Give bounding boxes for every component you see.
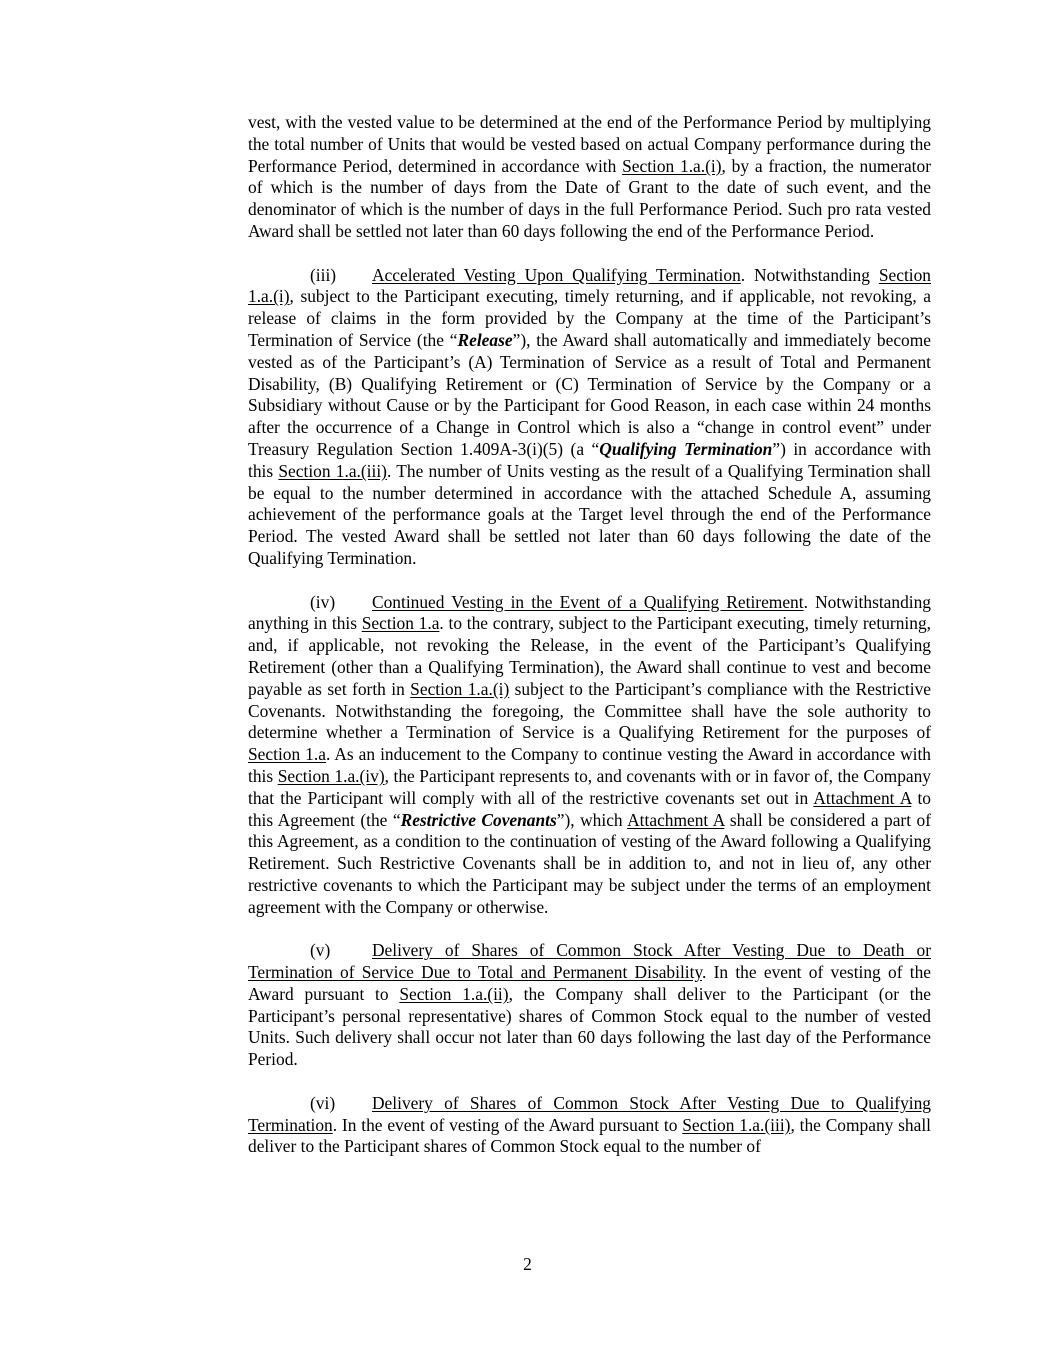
defined-term: Qualifying Termination — [599, 438, 773, 459]
clause-heading: Continued Vesting in the Event of a Qualifying Retirement — [372, 591, 804, 612]
text: , the Company shall deliver to the Participant shares of Common Stock equal to the number of — [248, 1114, 932, 1157]
paragraph-v — [248, 940, 931, 1071]
text: . Notwithstanding — [740, 264, 879, 285]
section-reference: Section 1.a.(i) — [622, 155, 722, 176]
text: ”), which — [556, 809, 628, 830]
section-reference: Section 1.a.(iii) — [278, 460, 387, 481]
text: . In the event of vesting of the Award pursuant to — [248, 962, 931, 1004]
text: , the Participant represents to, and covenants with or in favor of, the Company that the Participant will comply with all of the restrictive covenants set out in — [248, 765, 931, 808]
text: . to the contrary, subject to the Participant executing, timely returning, and, if applicable, not revoking the Release, in the event of the Participant’s Qualifying Retirement (other than a Qualifying Termination), the Award shall continue to vest and become payable as set forth in — [248, 613, 931, 699]
text: . As an inducement to the Company to continue vesting the Award in accordance with this — [248, 744, 931, 786]
text: shall be considered a part of this Agreement, as a condition to the continuation of vesting of the Award following a Qualifying Retirement. Such Restrictive Covenants shall be in addition to, and not in lieu of, any other restrictive covenants to which the Participant may be subject under the terms of an employment agreement with the Company or otherwise. — [248, 809, 932, 917]
section-reference: Section 1.a.(i) — [410, 678, 510, 699]
paragraph-iii — [248, 265, 931, 570]
attachment-reference: Attachment A — [627, 809, 725, 830]
text: vest, with the vested value to be determined at the end of the Performance Period by multiplying the total number of Units that would be vested based on actual Company performance during the Performance Period, determined in accordance with — [248, 112, 931, 176]
paragraph-continuation — [248, 112, 931, 243]
section-reference: Section 1.a.(ii) — [399, 983, 509, 1004]
clause-heading: Accelerated Vesting Upon Qualifying Termination — [372, 264, 741, 285]
document-page — [248, 112, 931, 1180]
section-reference: Section 1.a — [361, 613, 440, 634]
section-reference: Section 1.a.(iii) — [682, 1114, 791, 1135]
clause-heading: Delivery of Shares of Common Stock After Vesting Due to Death or Termination of Service Due to Total and Permanent Disability — [248, 940, 931, 983]
clause-number: (iii) — [310, 264, 337, 285]
text: subject to the Participant’s compliance with the Restrictive Covenants. Notwithstanding the foregoing, the Committee shall have the sole authority to determine whether a Termination of Service is a Qualifying Retirement for the purposes of — [248, 678, 931, 743]
clause-number: (v) — [310, 940, 331, 961]
text: to this Agreement (the “ — [248, 787, 932, 830]
attachment-reference: Attachment A — [813, 787, 912, 808]
text: . In the event of vesting of the Award pursuant to — [332, 1114, 683, 1135]
section-reference: Section 1.a.(i) — [248, 264, 931, 307]
defined-term: Restrictive Covenants — [400, 809, 557, 830]
text: , the Company shall deliver to the Participant (or the Participant’s personal representative) shares of Common Stock equal to the number of vested Units. Such delivery shall occur not later than 60 days following the last day of the Performance Period. — [248, 983, 932, 1070]
page-number: 2 — [523, 1254, 532, 1274]
paragraph-vi — [248, 1093, 931, 1158]
text: . Notwithstanding anything in this — [248, 591, 931, 634]
section-reference: Section 1.a.(iv) — [277, 765, 385, 786]
clause-number: (iv) — [310, 591, 336, 612]
defined-term: Release — [457, 329, 513, 350]
paragraph-iv — [248, 592, 931, 919]
text: , subject to the Participant executing, timely returning, and if applicable, not revoking, a release of claims in the form provided by the Company at the time of the Participant’s Termination of Service (the “ — [248, 286, 931, 350]
text: ”) in accordance with this — [248, 438, 931, 481]
clause-heading: Delivery of Shares of Common Stock After Vesting Due to Qualifying Termination — [248, 1092, 931, 1135]
section-reference: Section 1.a — [248, 744, 326, 765]
text: . The number of Units vesting as the result of a Qualifying Termination shall be equal to the number determined in accordance with the attached Schedule A, assuming achievement of the performance goals at the Target level through the end of the Performance Period. The vested Award shall be settled not later than 60 days following the date of the Qualifying Termination. — [248, 460, 931, 568]
text: , by a fraction, the numerator of which is the number of days from the Date of Grant to the date of such event, and the denominator of which is the number of days in the full Performance Period. Such pro rata vested Award shall be settled not later than 60 days following the end of the Performance Period. — [248, 155, 931, 241]
clause-number: (vi) — [310, 1092, 336, 1113]
text: ”), the Award shall automatically and immediately become vested as of the Participant’s (A) Termination of Service as a result of Total and Permanent Disability, (B) Qualifying Retirement or (C) Termination of Service by the Company or a Subsidiary without Cause or by the Participant for Good Reason, in each case within 24 months after the occurrence of a Change in Control which is also a “change in control event” under Treasury Regulation Section 1.409A-3(i)(5) (a “ — [248, 329, 931, 459]
